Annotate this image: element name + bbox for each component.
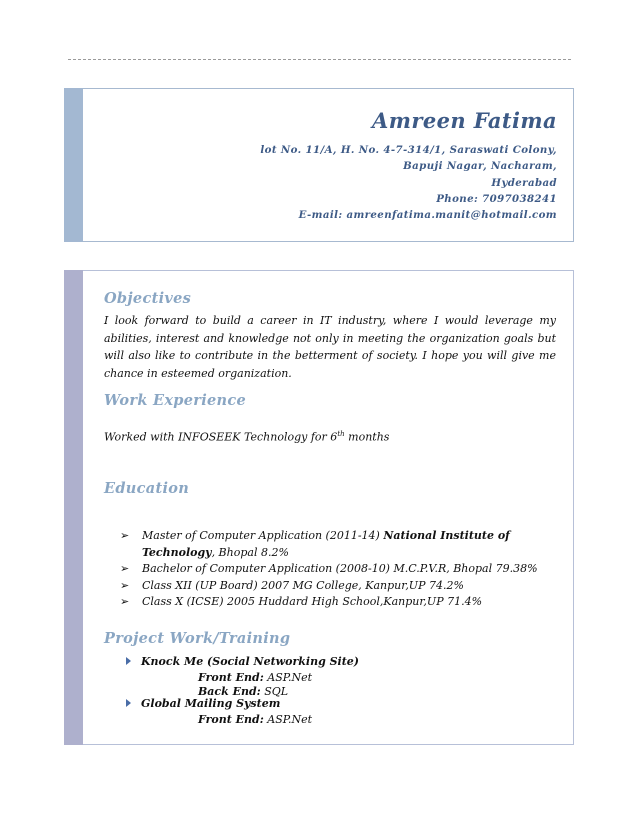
work-superscript: th: [337, 430, 345, 438]
objectives-heading: Objectives: [104, 290, 192, 307]
address-line-2: Bapuji Nagar, Nacharam,: [403, 160, 557, 173]
education-list: [120, 528, 540, 611]
header-accent-bar: [64, 88, 83, 242]
address-line-1: lot No. 11/A, H. No. 4-7-314/1, Saraswati Colony,: [260, 144, 557, 156]
education-heading: Education: [104, 480, 190, 497]
list-item: ➢ Class X (ICSE) 2005 Huddard High School,Kanpur,UP 71.4%: [120, 594, 540, 611]
work-text-after: months: [344, 430, 390, 444]
triangle-bullet-icon: [126, 657, 131, 665]
contact-block: [260, 142, 557, 223]
top-dashed-rule: [68, 59, 571, 60]
arrow-bullet-icon: ➢: [120, 562, 130, 575]
email: E-mail: amreenfatima.manit@hotmail.com: [298, 209, 557, 222]
work-text-before: Worked with INFOSEEK Technology for 6: [104, 430, 338, 444]
objectives-text: I look forward to build a career in IT industry, where I would leverage my abilities, interest and knowledge not only in meeting the organization goals but will also like to contribute in the betterment of society. I hope you will give me chance in esteemed organization.: [104, 314, 556, 380]
list-item: ➢ Class XII (UP Board) 2007 MG College, Kanpur,UP 74.2%: [120, 578, 540, 595]
candidate-name: Amreen Fatima: [372, 108, 557, 133]
arrow-bullet-icon: ➢: [120, 595, 130, 608]
list-item: ➢ Bachelor of Computer Application (2008-10) M.C.P.V.R, Bhopal 79.38%: [120, 561, 540, 578]
work-experience-text: [104, 430, 389, 444]
address-line-3: Hyderabad: [491, 176, 557, 189]
phone: Phone: 7097038241: [436, 192, 557, 205]
project-front-end: Front End: ASP.Net: [198, 713, 312, 726]
project-item-knock-me: Knock Me (Social Networking Site): [126, 655, 359, 668]
project-item-global-mailing: Global Mailing System: [126, 697, 280, 710]
project-front-end: Front End: ASP.Net: [198, 671, 312, 684]
project-heading: Project Work/Training: [104, 630, 291, 647]
work-experience-heading: Work Experience: [104, 392, 247, 409]
arrow-bullet-icon: ➢: [120, 529, 130, 542]
triangle-bullet-icon: [126, 699, 131, 707]
arrow-bullet-icon: ➢: [120, 578, 130, 592]
project-back-end: Back End: SQL: [198, 685, 289, 698]
list-item: ➢ Master of Computer Application (2011-14) National Institute of Technology, Bhopal 8.2%: [120, 529, 510, 559]
body-accent-bar: [64, 270, 83, 745]
